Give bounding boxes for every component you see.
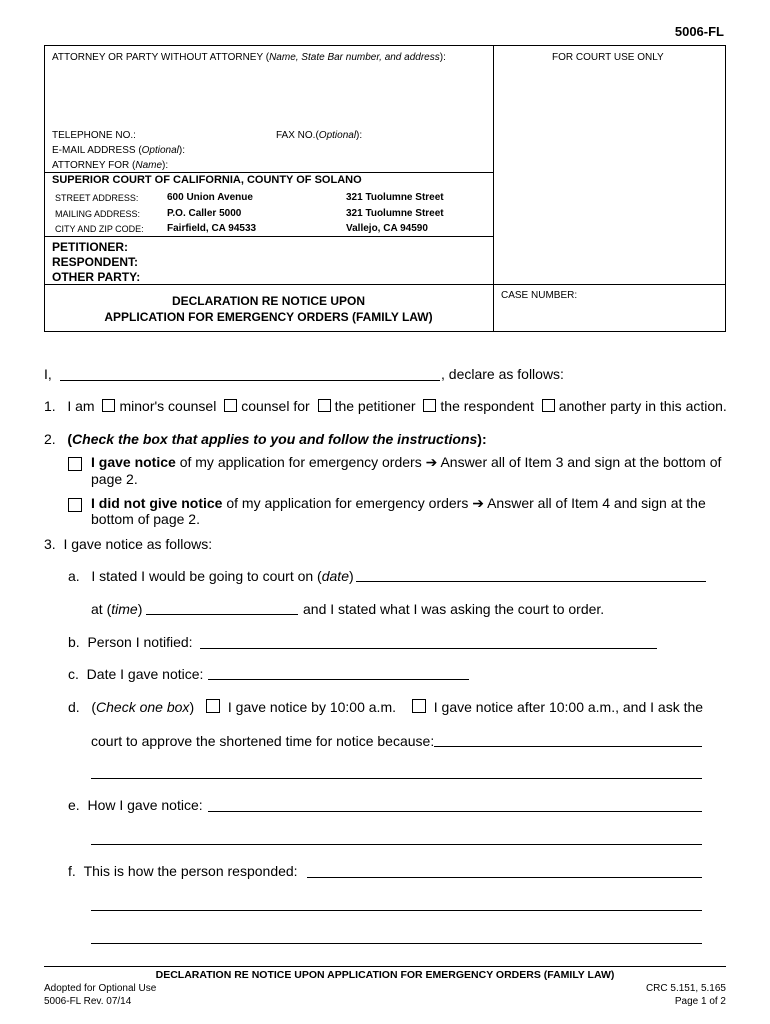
gave-notice-checkbox[interactable] bbox=[68, 457, 82, 471]
item-3c: c. Date I gave notice: bbox=[68, 666, 204, 682]
mailing-1: P.O. Caller 5000 bbox=[167, 208, 242, 219]
telephone-label: TELEPHONE NO.: bbox=[52, 130, 136, 141]
street-1: 600 Union Avenue bbox=[167, 192, 253, 203]
shortened-time-reason-field[interactable] bbox=[434, 746, 702, 747]
item-2-header: 2. (Check the box that applies to you and follow the instructions): bbox=[44, 431, 487, 447]
response-line2[interactable] bbox=[91, 910, 702, 911]
attorney-for-label: ATTORNEY FOR (Name): bbox=[52, 160, 169, 171]
minors-counsel-checkbox[interactable] bbox=[102, 399, 115, 412]
petitioner-label: PETITIONER: bbox=[52, 240, 129, 254]
street-label: STREET ADDRESS: bbox=[55, 193, 139, 203]
item-3b: b. Person I notified: bbox=[68, 634, 193, 650]
form-title-line1: DECLARATION RE NOTICE UPON bbox=[171, 294, 366, 308]
respondent-checkbox[interactable] bbox=[423, 399, 436, 412]
declarant-name-field[interactable] bbox=[60, 380, 440, 381]
city-label: CITY AND ZIP CODE: bbox=[55, 224, 144, 234]
city-2: Vallejo, CA 94590 bbox=[346, 223, 428, 234]
by-10am-checkbox[interactable] bbox=[206, 699, 220, 713]
counsel-for-checkbox[interactable] bbox=[224, 399, 237, 412]
item-3-header: 3. I gave notice as follows: bbox=[44, 536, 213, 552]
mailing-2: 321 Tuolumne Street bbox=[346, 208, 444, 219]
street-2: 321 Tuolumne Street bbox=[346, 192, 444, 203]
item-3f: f. This is how the person responded: bbox=[68, 863, 298, 879]
after-10am-checkbox[interactable] bbox=[412, 699, 426, 713]
mailing-label: MAILING ADDRESS: bbox=[55, 209, 141, 219]
item-3a-stated: and I stated what I was asking the court to order. bbox=[303, 601, 605, 617]
gave-notice-line2: page 2. bbox=[91, 471, 138, 487]
item-3d-line2: court to approve the shortened time for notice because: bbox=[91, 733, 435, 749]
email-label: E-MAIL ADDRESS (Optional): bbox=[52, 145, 186, 156]
court-time-field[interactable] bbox=[146, 614, 298, 615]
how-notice-field[interactable] bbox=[208, 811, 702, 812]
response-line3[interactable] bbox=[91, 943, 702, 944]
another-party-checkbox[interactable] bbox=[542, 399, 555, 412]
did-not-give-notice-option: I did not give notice of my application for emergency orders ➔ Answer all of Item 4 and sign at the bbox=[91, 495, 706, 511]
court-use-label: FOR COURT USE ONLY bbox=[552, 52, 664, 63]
response-field[interactable] bbox=[307, 877, 702, 878]
footer-title: DECLARATION RE NOTICE UPON APPLICATION FOR EMERGENCY ORDERS (FAMILY LAW) bbox=[155, 969, 615, 981]
petitioner-checkbox[interactable] bbox=[318, 399, 331, 412]
footer-divider bbox=[44, 966, 726, 967]
footer-adopted: Adopted for Optional Use bbox=[44, 983, 157, 994]
city-1: Fairfield, CA 94533 bbox=[167, 223, 257, 234]
person-notified-field[interactable] bbox=[200, 648, 657, 649]
court-date-field[interactable] bbox=[356, 581, 706, 582]
court-name: SUPERIOR COURT OF CALIFORNIA, COUNTY OF SOLANO bbox=[52, 174, 362, 186]
fax-label: FAX NO.(Optional): bbox=[276, 130, 363, 141]
did-not-give-notice-checkbox[interactable] bbox=[68, 498, 82, 512]
item-3e: e. How I gave notice: bbox=[68, 797, 203, 813]
gave-notice-option: I gave notice of my application for emergency orders ➔ Answer all of Item 3 and sign at the bottom of bbox=[91, 454, 722, 470]
footer-crc: CRC 5.151, 5.165 bbox=[645, 983, 726, 994]
item-3a: a. I stated I would be going to court on (date) bbox=[68, 568, 354, 584]
case-number-label: CASE NUMBER: bbox=[501, 290, 578, 301]
other-party-label: OTHER PARTY: bbox=[52, 270, 141, 284]
i-label: I, bbox=[44, 366, 52, 382]
item-1: 1. I am minor's counsel counsel for the petitioner the respondent another party in this action. bbox=[44, 398, 727, 414]
respondent-label: RESPONDENT: bbox=[52, 255, 139, 269]
footer-page: Page 1 of 2 bbox=[674, 996, 726, 1007]
shortened-time-reason-line2[interactable] bbox=[91, 778, 702, 779]
how-notice-line2[interactable] bbox=[91, 844, 702, 845]
footer-rev: 5006-FL Rev. 07/14 bbox=[44, 996, 132, 1007]
form-id: 5006-FL bbox=[674, 24, 724, 39]
item-3d: d. (Check one box) I gave notice by 10:00 a.m. I gave notice after 10:00 a.m., and I ask the bbox=[68, 699, 704, 715]
notice-date-field[interactable] bbox=[208, 679, 469, 680]
declare-text: , declare as follows: bbox=[441, 366, 564, 382]
item-3a-time: at (time) bbox=[91, 601, 143, 617]
attorney-label: ATTORNEY OR PARTY WITHOUT ATTORNEY (Name, State Bar number, and address): bbox=[52, 52, 446, 63]
did-not-give-notice-line2: bottom of page 2. bbox=[91, 511, 200, 527]
form-title-line2: APPLICATION FOR EMERGENCY ORDERS (FAMILY LAW) bbox=[104, 310, 433, 324]
